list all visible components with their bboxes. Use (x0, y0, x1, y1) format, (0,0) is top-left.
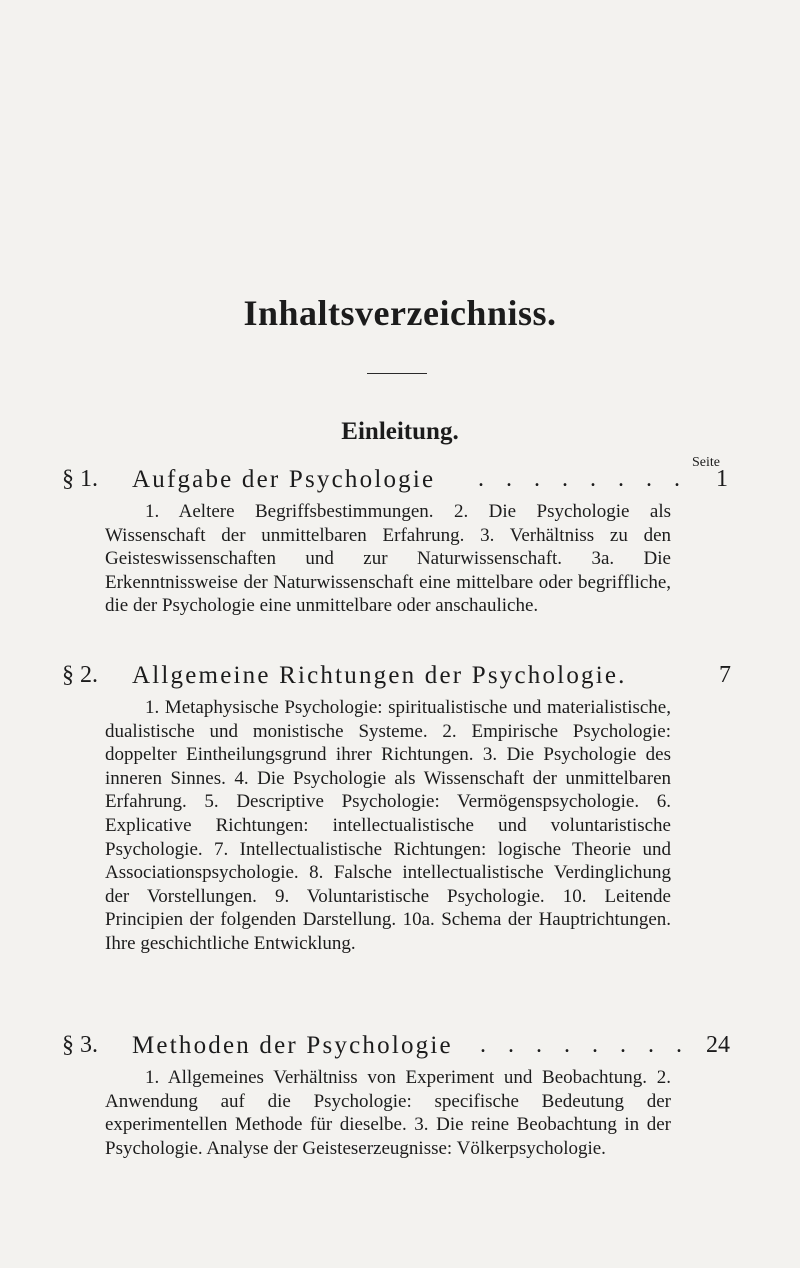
title-divider (367, 373, 427, 374)
section-number: § 2. (62, 662, 98, 688)
toc-section-2 (0, 662, 800, 956)
section-summary: 1. Aeltere Begriffsbestimmungen. 2. Die Psychologie als Wissenschaft der unmittelbaren Erfahrung. 3. Verhältniss zu den Geisteswissenschaften und zur Naturwissenschaft. 3a. Die Erkenntnissweise der Naturwissenschaft eine mittelbare oder begriffliche, die der Psychologie eine unmittelbare oder anschauliche. (105, 501, 671, 617)
chapter-heading: Einleitung. (341, 418, 459, 445)
section-page-number: 7 (719, 662, 731, 688)
leader-dots: . . . . . . . . (478, 466, 688, 492)
leader-dots: . . . . . . . . (480, 1032, 690, 1058)
section-page-number: 24 (706, 1032, 730, 1058)
section-page-number: 1 (716, 466, 728, 492)
toc-section-3 (0, 1032, 800, 1160)
section-title: Methoden der Psychologie (132, 1032, 453, 1059)
section-heading (0, 1032, 800, 1066)
section-heading (0, 662, 800, 696)
section-title: Aufgabe der Psychologie (132, 466, 436, 493)
section-title: Allgemeine Richtungen der Psychologie. (132, 662, 627, 689)
page-title: Inhaltsverzeichniss. (243, 293, 557, 333)
section-number: § 1. (62, 466, 98, 492)
section-summary: 1. Metaphysische Psychologie: spiritualistische und materialistische, dualistische und monistische Systeme. 2. Empirische Psychologie: doppelter Eintheilungsgrund ihrer Richtungen. 3. Die Psychologie des inneren Sinnes. 4. Die Psychologie als Wissenschaft der unmittelbaren Erfahrung. 5. Descriptive Psychologie: Vermögenspsychologie. 6. Explicative Richtungen: intellectualistische und voluntaristische Psychologie. 7. Intellectualistische Richtungen: logische Theorie und Associationspsychologie. 8. Falsche intellectualistische Verdinglichung der Vorstellungen. 9. Voluntaristische Psychologie. 10. Leitende Principien der folgenden Darstellung. 10a. Schema der Hauptrichtungen. Ihre geschichtliche Entwicklung. (105, 697, 671, 954)
page-column-label: Seite (692, 455, 720, 470)
section-number: § 3. (62, 1032, 98, 1058)
section-summary: 1. Allgemeines Verhältniss von Experiment und Beobachtung. 2. Anwendung auf die Psychologie: specifische Bedeutung der experimentellen Methode für dieselbe. 3. Die reine Beobachtung in der Psychologie. Analyse der Geisteserzeugnisse: Völkerpsychologie. (105, 1067, 671, 1159)
section-heading (0, 466, 800, 500)
toc-section-1 (0, 466, 800, 618)
